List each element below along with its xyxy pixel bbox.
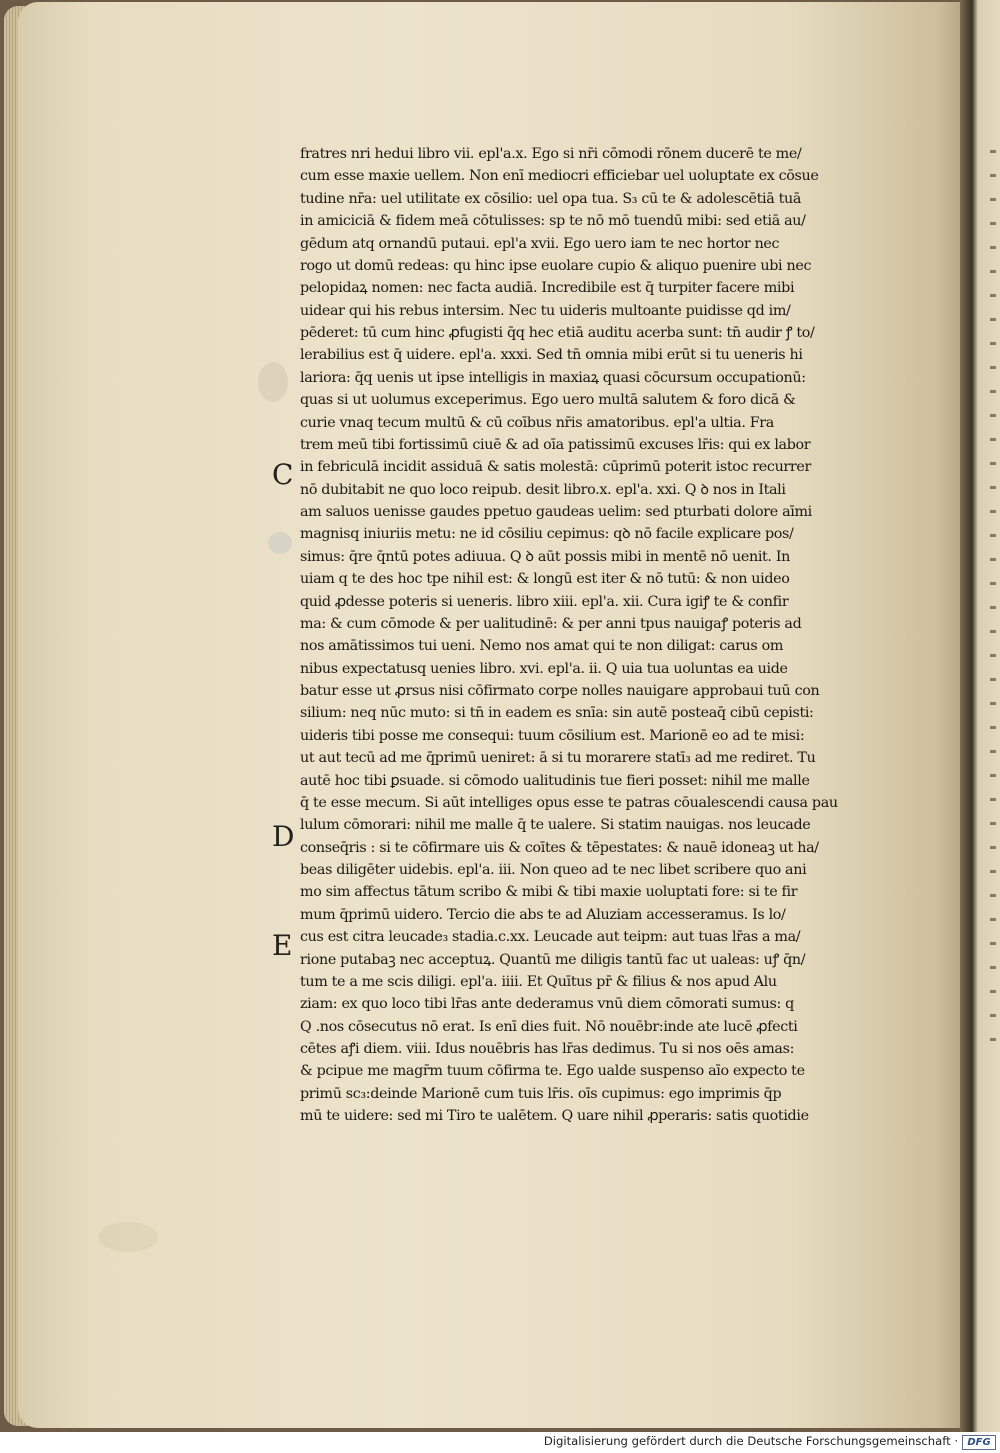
text-line: ma: & cum cōmode & per ualitudinē: & per anni tpus nauigaꝭ poteris ad bbox=[300, 615, 802, 632]
footer-bar bbox=[0, 1432, 1000, 1453]
text-line: conseq̄ris : si te cōfirmare uis & coītes & tēpestates: & nauē idoneaꝫ ut ha/ bbox=[300, 839, 819, 856]
text-line: tum te a me scis diligi. epl'a. iiii. Et Quītus pr̄ & filius & nos apud Alu bbox=[300, 973, 777, 990]
facing-page-text bbox=[990, 150, 996, 1050]
text-line: beas diligēter uidebis. epl'a. iii. Non queo ad te nec libet scribere quo ani bbox=[300, 862, 807, 878]
text-line: tudine nr̄a: uel utilitate ex cōsilio: uel opa tua. S₃ cū te & adolescētiā tuā bbox=[300, 190, 802, 207]
text-line: nos amātissimos tui ueni. Nemo nos amat qui te non diligat: carus om bbox=[300, 638, 784, 655]
margin-letter-e: E bbox=[272, 929, 293, 962]
text-line: rogo ut domū redeas: qu hinc ipse euolare cupio & aliquo puenire ubi nec bbox=[300, 257, 812, 274]
text-line: lariora: q̄q uenis ut ipse intelligis in maxiaꝝ quasi cōcursum occupationū: bbox=[300, 369, 806, 386]
dfg-logo: DFG bbox=[962, 1435, 996, 1450]
text-line: pēderet: tū cum hinc ꝓfugisti q̄q hec etiā auditu acerba sunt: tn̄ audir ꝭ to/ bbox=[300, 325, 815, 341]
text-line: cum esse maxie uellem. Non enī mediocri efficiebar uel uoluptate ex cōsue bbox=[300, 168, 819, 185]
paper-stain bbox=[258, 362, 288, 402]
text-line: in amiciciā & fidem meā cōtulisses: sp te nō mō tuendū mibi: sed etiā au/ bbox=[300, 213, 806, 230]
paper-stain bbox=[268, 532, 292, 554]
text-line: gēdum atq ornandū putaui. epl'a xvii. Ego uero iam te nec hortor nec bbox=[300, 235, 780, 252]
paper-stain bbox=[98, 1222, 158, 1252]
text-line: cus est citra leucade₃ stadia.c.xx. Leucade aut teipm: aut tuas lr̄as a ma/ bbox=[300, 929, 801, 946]
text-line: cētes aꝭi diem. viii. Idus nouēbris has lr̄as dedimus. Tu si nos oēs amas: bbox=[300, 1041, 795, 1057]
main-text-block bbox=[300, 143, 910, 1128]
text-line: lulum cōmorari: nihil me malle q̄ te ualere. Si statim nauigas. nos leucade bbox=[300, 817, 811, 834]
text-line: mum q̄primū uidero. Tercio die abs te ad Aluziam accesseramus. Is lo/ bbox=[300, 906, 786, 923]
text-line: uidear qui his rebus intersim. Nec tu uideris multoante puidisse qd im/ bbox=[300, 302, 791, 319]
text-line: primū sc₃:deinde Marionē cum tuis lr̄is. oīs cupimus: ego imprimis q̄p bbox=[300, 1085, 782, 1102]
text-line: mū te uidere: sed mi Tiro te ualētem. Q uare nihil ꝓperaris: satis quotidie bbox=[300, 1108, 809, 1125]
text-line: & pcipue me magr̄m tuum cōfirma te. Ego ualde suspenso aīo expecto te bbox=[300, 1063, 805, 1080]
text-line: simus: q̄re q̄ntū potes adiuua. Q ꝺ aūt possis mibi in mentē nō uenit. In bbox=[300, 548, 790, 565]
text-line: silium: neq nūc muto: si tn̄ in eadem es snīa: sin autē posteaq̄ cibū cepisti: bbox=[300, 705, 814, 722]
footer-credit: Digitalisierung gefördert durch die Deutsche Forschungsgemeinschaft · bbox=[543, 1434, 958, 1448]
text-line: autē hoc tibi ꝑsuade. si cōmodo ualitudinis tue fieri posset: nihil me malle bbox=[300, 772, 810, 789]
text-line: ziam: ex quo loco tibi lr̄as ante dederamus vnū diem cōmorati sumus: q bbox=[300, 996, 794, 1013]
text-line: q̄ te esse mecum. Si aūt intelliges opus esse te patras cōualescendi causa pau bbox=[300, 794, 838, 811]
text-line: uiam q te des hoc tpe nihil est: & longū est iter & nō tutū: & non uideo bbox=[300, 571, 790, 588]
margin-letter-c: C bbox=[272, 458, 294, 491]
text-line: fratres nri hedui libro vii. epl'a.x. Ego si nr̄i cōmodi rōnem ducerē te me/ bbox=[300, 146, 802, 162]
margin-letter-d: D bbox=[272, 820, 295, 853]
text-line: quid ꝓdesse poteris si ueneris. libro xiii. epl'a. xii. Cura igiꝭ te & confir bbox=[300, 593, 789, 610]
text-line: rione putabaꝫ nec acceptuꝝ. Quantū me diligis tantū fac ut ualeas: uꝭ q̄n/ bbox=[300, 951, 806, 968]
text-line: nō dubitabit ne quo loco reipub. desit libro.x. epl'a. xxi. Q ꝺ nos in Itali bbox=[300, 481, 786, 498]
text-line: pelopidaꝝ nomen: nec facta audiā. Incredibile est q̄ turpiter facere mibi bbox=[300, 280, 795, 297]
text-line: nibus expectatusq uenies libro. xvi. epl'a. ii. Q uia tua uoluntas ea uide bbox=[300, 660, 788, 677]
text-line: mo sim affectus tātum scribo & mibi & tibi maxie uoluptati fore: si te fir bbox=[300, 884, 798, 901]
text-line: trem meū tibi fortissimū ciuē & ad oīa patissimū excuses lr̄is: qui ex labor bbox=[300, 436, 811, 453]
text-line: magnisq iniuriis metu: ne id cōsiliu cepimus: qꝺ nō facile explicare pos/ bbox=[300, 526, 794, 543]
text-line: Q .nos cōsecutus nō erat. Is enī dies fuit. Nō nouēbr:inde ate lucē ꝓfecti bbox=[300, 1018, 798, 1035]
text-line: curie vnaq tecum multū & cū coībus nr̄is amatoribus. epl'a ultia. Fra bbox=[300, 414, 774, 431]
text-line: am saluos uenisse gaudes ppetuo gaudeas uelim: sed pturbati dolore aīmi bbox=[300, 504, 812, 520]
text-line: ut aut tecū ad me q̄primū ueniret: ā si tu morarere statī₃ ad me rediret. Tu bbox=[300, 750, 816, 767]
text-line: quas si ut uolumus exceperimus. Ego uero multā salutem & foro dicā & bbox=[300, 392, 796, 409]
text-line: uideris tibi posse me consequi: tuum cōsilium est. Marionē eo ad te misi: bbox=[300, 727, 805, 744]
text-line: in febriculā incidit assiduā & satis molestā: cūprimū poterit istoc recurrer bbox=[300, 459, 811, 476]
text-line: lerabilius est q̄ uidere. epl'a. xxxi. Sed tn̄ omnia mibi erūt si tu ueneris hi bbox=[300, 347, 803, 364]
text-line: batur esse ut ꝓrsus nisi cōfirmato corpe nolles nauigare approbaui tuū con bbox=[300, 683, 820, 699]
